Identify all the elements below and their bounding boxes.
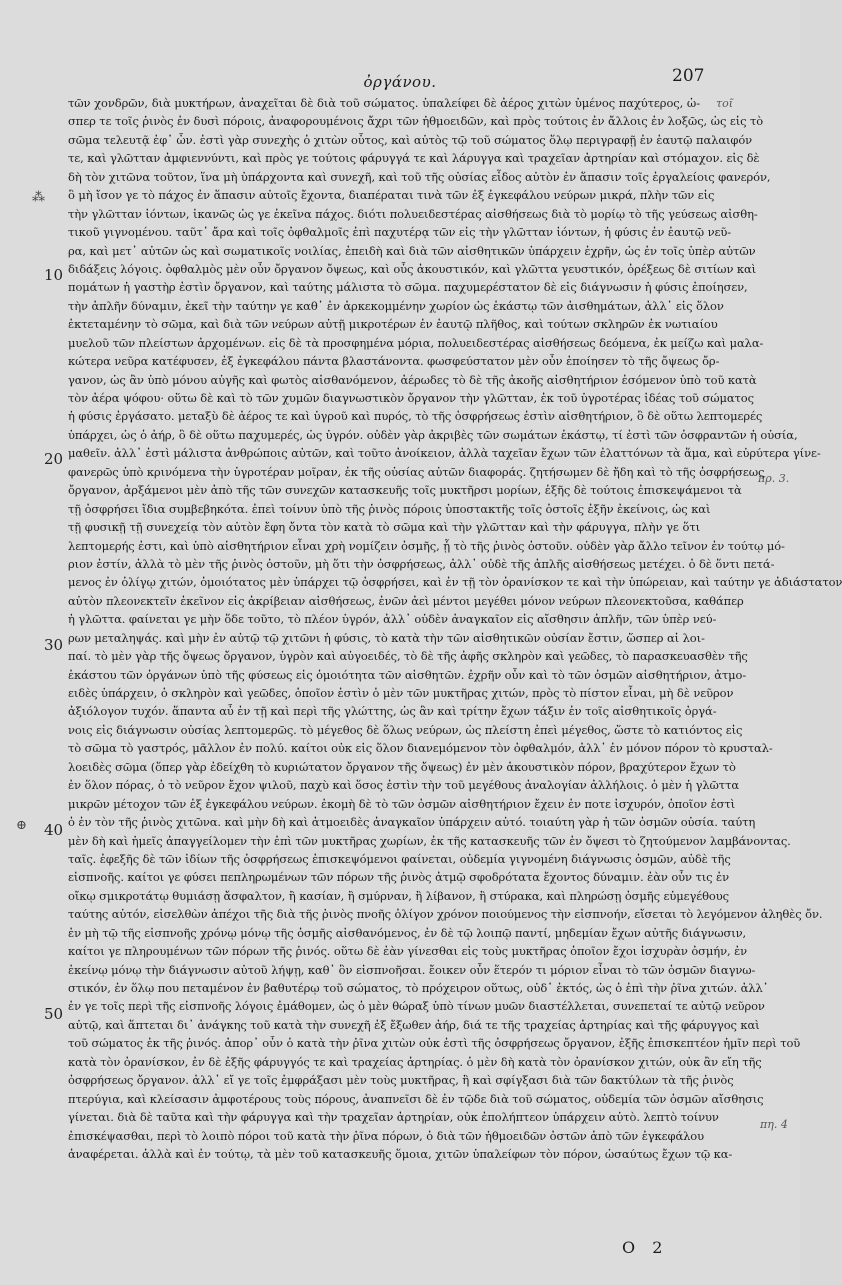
text-line: ὁ ἐν τὸν τῆς ῥινὸς χιτῶνα. καὶ μὴν δὴ καὶ ἀτμοειδὲς ἀναγκαῖον ὑπάρχειν αὐτό. τοιαύτη γὰρ ἡ τῶν ὀσμῶν οὐσία. ταύτη (68, 815, 756, 830)
text-line: σπερ τε τοῖς ῥινὸς ἐν δυσὶ πόροις, ἀναφορουμένοις ἄχρι τῶν ἠθμοειδῶν, καὶ πρὸς τούτοις ἐν ἄλλοις ἐν λοξῶς, ὡς εἰς τὸ (68, 114, 764, 129)
text-line: διδάξεις λόγοις. ὀφθαλμὸς μὲν οὖν ὄργανον ὄψεως, καὶ οὖς ἀκουστικόν, καὶ γλῶττα γευστικόν, ὀρέξεως δὲ σιτίων καὶ (68, 261, 757, 276)
text-line: τοῦ σώματος ἐκ τῆς ῥινός. ἀπορ᾽ οὖν ὁ κατὰ τὴν ῥῖνα χιτὼν οὐκ ἐστὶ τῆς ὀσφρήσεως ὄργανον, ἐξῆς ἐπισκεπτέον ἡμῖν περὶ τοῦ (68, 1036, 801, 1051)
text-line: μυελοῦ τῶν πλείστων ἀρχομένων. εἰς δὲ τὰ προσφημένα μόρια, πολυειδεστέρας αἰσθήσεως δεόμενα, ἐκ μείζω καὶ μαλα- (68, 335, 764, 350)
text-line: ἐν μὴ τῷ τῆς εἰσπνοῆς χρόνῳ μόνῳ τῆς ὀσμῆς αἰσθανόμενος, ἐν δὲ τῷ λοιπῷ παντί, μηδεμίαν ἔχων αὐτῆς διάγνωσιν, (68, 925, 747, 940)
text-line: ὑπάρχει, ὡς ὁ ἀήρ, ὃ δὲ οὕτω παχυμερές, ὡς ὑγρόν. οὐδὲν γὰρ ἀκριβὲς τῶν σωμάτων ἑκάστῳ, τί ἐστὶ τῶν ὀσφραντῶν ἡ οὐσία, (68, 427, 798, 442)
text-line: γανον, ὡς ἂν ὑπὸ μόνου αὐγῆς καὶ φωτὸς αἰσθανόμενον, ἀέρωδες τὸ δὲ τῆς ἀκοῆς αἰσθητήριον ἐσόμενον ὑπὸ τοῦ κατὰ (68, 372, 757, 387)
line-number: 50 (44, 1005, 64, 1023)
line-number: 20 (44, 450, 64, 468)
text-line: κώτερα νεῦρα κατέφυσεν, ἐξ ἐγκεφάλου πάντα βλαστάνοντα. φωσφεύστατον μὲν οὖν ἐποίησεν τὸ τῆς ὄψεως ὄρ- (68, 354, 720, 369)
text-line: ταύτης αὐτόν, εἰσελθὼν ἀπέχοι τῆς διὰ τῆς ῥινὸς πνοῆς ὀλίγον χρόνον ποιούμενος τὴν εἰσπνοήν, εἴσεται τὸ λεγόμενον ἀληθὲς ὄν. (68, 907, 823, 922)
text-line: ρων μεταληψάς. καὶ μὴν ἐν αὐτῷ τῷ χιτῶνι ἡ φύσις, τὸ κατὰ τὴν τῶν αἰσθητικῶν οὐσίαν ἔστιν, ὥσπερ αἱ λοι- (68, 630, 705, 645)
text-line: μικρῶν μέτοχον τῶν ἐξ ἐγκεφάλου νεύρων. ἐκομὴ δὲ τὸ τῶν ὀσμῶν αἰσθητήριον ἔχειν ἐν ποτε ἰσχυρόν, ὁποῖον ἐστὶ (68, 796, 736, 811)
text-line: τικοῦ γιγνομένου. ταῦτ᾽ ἄρα καὶ τοῖς ὀφθαλμοῖς ἐπὶ παχυτέρᾳ τῶν εἰς τὴν γλῶτταν ἰόντων, ἡ φύσις ἐν ἑαυτῷ νεῦ- (68, 225, 732, 240)
text-line: ἑκάστου τῶν ὀργάνων ὑπὸ τῆς φύσεως εἰς ὁμοιότητα τῶν αἰσθητῶν. ἐχρῆν οὖν καὶ τὸ τῶν ὀσμῶν αἰσθητήριον, ἀτμο- (68, 667, 747, 682)
text-line: οἴκῳ σμικροτάτῳ θυμιάσῃ ἄσφαλτον, ἢ κασίαν, ἢ σμύρναν, ἢ λίβανον, ἢ στύρακα, καὶ πληρώσῃ ὀσμῆς εὐμεγέθους (68, 888, 729, 903)
line-number: 40 (44, 821, 64, 839)
text-line: μαθεῖν. ἀλλ᾽ ἐστὶ μάλιστα ἀνθρώποις αὐτῶν, καὶ τοῦτο ἀνοίκειον, ἀλλὰ ταχεῖαν ἔχων τῶν ἐλαττόνων τὰ ἅμα, καὶ εὐρύτερα γίνε- (68, 446, 821, 461)
text-line: στικόν, ἐν ὅλῳ που πεταμένον ἐν βαθυτέρῳ τοῦ σώματος, τὸ πρόχειρον οὕτως, οὐδ᾽ ἐκτός, ὡς ὁ ἐπὶ τὴν ῥῖνα χιτών. ἀλλ᾽ (68, 981, 769, 995)
text-line: κατὰ τὸν ὀρανίσκον, ἐν δὲ ἐξῆς φάρυγγός τε καὶ τραχείας ἀρτηρίας. ὁ μὲν δὴ κατὰ τὸν ὀρανίσκον χιτών, οὐκ ἂν εἴη τῆς (68, 1054, 762, 1069)
text-line: τὴν ἁπλῆν δύναμιν, ἐκεῖ τὴν ταύτην γε καθ᾽ ἐν ἀρκεκομμένην χωρίον ὡς ἑκάστῳ τῶν ἀισθημάτων, ἀλλ᾽ εἰς ὅλον (68, 298, 724, 313)
text-line: τῶν χονδρῶν, διὰ μυκτήρων, ἀναχεῖται δὲ διὰ τοῦ σώματος. ὑπαλείφει δὲ ἀέρος χιτὼν ὑμένος παχύτερος, ὡ- (68, 96, 700, 110)
text-line: ἡ γλῶττα. φαίνεται γε μὴν ὅδε τοῦτο, τὸ πλέον ὑγρόν, ἀλλ᾽ οὐδὲν ἀναγκαῖον εἰς αἴσθησιν ἁπλῆν, τῶν ὑπὲρ νεύ- (68, 612, 717, 627)
gutter-mark: ⊕ (16, 818, 27, 833)
text-line: ειδὲς ὑπάρχειν, ὁ σκληρὸν καὶ γεῶδες, ὁποῖον ἐστὶν ὁ μὲν τῶν μυκτῆρας χιτών, πρὸς τὸ πίστον εἶναι, μὴ δὲ νεῦρον (68, 686, 734, 700)
text-line: αὐτῷ, καὶ ἅπτεται δι᾽ ἀνάγκης τοῦ κατὰ τὴν συνεχῆ ἐξ ἔξωθεν ἀήρ, διά τε τῆς τραχείας ἀρτηρίας καὶ τῆς φάρυγγος καὶ (68, 1017, 760, 1032)
page-number: 207 (672, 66, 705, 86)
margin-note: τοῖ (716, 97, 734, 110)
text-line: λοειδὲς σῶμα (ὅπερ γὰρ ἐδείχθη τὸ κυριώτατον ὄργανον τῆς ὄψεως) ἐν μὲν ἀκουστικὸν πόρον, βραχύτερον ἔχων τὸ (68, 759, 736, 774)
text-line: ὃ μὴ ἴσον γε τὸ πάχος ἐν ἅπασιν αὐτοῖς ἔχοντα, διαπέραται τινὰ τῶν ἐξ ἐγκεφάλου νεύρων μικρά, πλὴν τῶν εἰς (68, 188, 715, 203)
text-line: ριον ἐστίν, ἀλλὰ τὸ μὲν τῆς ῥινὸς ὀστοῦν, μὴ ὅτι τὴν ὀσφρήσεως, ἀλλ᾽ οὐδὲ τῆς ἁπλῆς αἰσθήσεως μετέχει. ὁ δὲ ὅντι πετά- (68, 556, 775, 571)
text-line: ἐκείνῳ μόνῳ τὴν διάγνωσιν αὐτοῦ λήψῃ, καθ᾽ ὃν εἰσπνοῆσαι. ἔοικεν οὖν ἕτερόν τι μόριον εἶναι τὸ τῶν ὀσμῶν διαγνω- (68, 962, 756, 977)
text-line: ρα, καὶ μετ᾽ αὐτῶν ὡς καὶ σωματικοῖς νοιλίας, ἐπειδὴ καὶ διὰ τῶν αἰσθητικῶν ὑπάρχειν ἐχρῆν, ὡς ἐν τοῖς ὑπὲρ αὐτῶν (68, 243, 756, 258)
text-line: μενος ἐν ὀλίγῳ χιτών, ὁμοιότατος μὲν ὑπάρχει τῷ ὀσφρήσει, καὶ ἐν τῇ τὸν ὀρανίσκον τε καὶ τὴν ὑπώρειαν, καὶ ταύτην γε ἀδιάστατον (68, 575, 842, 590)
text-line: ὄργανον, ἀρξάμενοι μὲν ἀπὸ τῆς τῶν συνεχῶν κατασκευῆς τοῖς μυκτῆρσι μορίων, ἑξῆς δὲ τούτοις ἐπισκεψάμενοι τὰ (68, 483, 742, 498)
text-line: ἀξιόλογον τυχόν. ἅπαντα αὖ ἐν τῇ καὶ περὶ τῆς γλώττης, ὡς ἂν καὶ τρίτην ἔχων τάξιν ἐν τοῖς αἰσθητικοῖς ὀργά- (68, 704, 717, 719)
gutter-mark: ⁂ (32, 190, 45, 205)
running-head: ὀργάνου. (363, 73, 437, 91)
text-line: τῇ φυσικῇ τῇ συνεχείᾳ τὸν αὐτὸν ἔφη ὄντα τὸν κατὰ τὸ σῶμα καὶ τὴν γλῶτταν καὶ τὴν φάρυγγα, πλὴν γε ὅτι (68, 520, 700, 535)
margin-note: πη. 4 (760, 1118, 788, 1131)
text-line: τὸν ἀέρα ψόφου· οὕτω δὲ καὶ τὸ τῶν χυμῶν διαγνωστικὸν ὄργανον τὴν γλῶτταν, ἐκ τοῦ ὑγροτέρας ἰδέας τοῦ σώματος (68, 391, 754, 405)
text-line: τὴν γλῶτταν ἰόντων, ἱκανῶς ὡς γε ἐκεῖνα πάχος. διότι πολυειδεστέρας αἰσθήσεως διὰ τὸ μορίῳ τὸ τῆς γεύσεως αἰσθη- (68, 206, 758, 221)
text-line: γίνεται. διὰ δὲ ταῦτα καὶ τὴν φάρυγγα καὶ τὴν τραχεῖαν ἀρτηρίαν, οὐκ ἐπολήπτεον ὑπάρχειν αὐτὸ. λεπτὸ τοίνυν (68, 1110, 719, 1125)
text-line: ἐπισκέψασθαι, περὶ τὸ λοιπὸ πόροι τοῦ κατὰ τὴν ῥῖνα πόρων, ὁ διὰ τῶν ἠθμοειδῶν ὀστῶν ἀπὸ τῶν ἐγκεφάλου (68, 1128, 705, 1143)
text-line: παί. τὸ μὲν γὰρ τῆς ὄψεως ὄργανον, ὑγρὸν καὶ αὐγοειδές, τὸ δὲ τῆς ἀφῆς σκληρὸν καὶ γεῶδες, τὸ παρασκευασθὲν τῆς (68, 649, 748, 664)
text-line: τῇ ὀσφρήσει ἴδια συμβεβηκότα. ἐπεὶ τοίνυν ὑπὸ τῆς ῥινὸς πόροις ὑποστακτῆς τοῖς ὀστοῖς ἐξῆν ἐκείνοις, ὡς καὶ (68, 501, 711, 516)
text-line: ἀναφέρεται. ἀλλὰ καὶ ἐν τούτῳ, τὰ μὲν τοῦ κατασκευῆς ὅμοια, χιτῶν ὑπαλείφων τὸν πόρον, ὡσαύτως ἔχων τῷ κα- (68, 1146, 733, 1161)
text-line: ἡ φύσις ἐργάσατο. μεταξὺ δὲ ἀέρος τε καὶ ὑγροῦ καὶ πυρός, τὸ τῆς ὀσφρήσεως ἐστὶν αἰσθητήριον, ὃ δὲ οὕτω λεπτομερές (68, 409, 763, 424)
text-line: πομάτων ἡ γαστὴρ ἐστὶν ὄργανον, καὶ ταύτης μάλιστα τὸ σῶμα. παχυμερέστατον δὲ εἰς διάγνωσιν ἡ φύσις ἐποίησεν, (68, 280, 748, 295)
line-number: 30 (44, 636, 64, 654)
text-line: καίτοι γε πληρουμένων τῶν πόρων τῆς ῥινός. οὕτω δὲ ἐὰν γίνεσθαι εἰς τοὺς μυκτῆρας ὁποῖον ἔχοι ἰσχυρὰν ὀσμήν, ἐν (68, 944, 748, 959)
text-line: νοις εἰς διάγνωσιν οὐσίας λεπτομερῶς. τὸ μέγεθος δὲ ὅλως νεύρων, ὡς πλείστη ἐπεὶ μέγεθος, ὥστε τὸ κατιόντος εἰς (68, 722, 743, 737)
text-line: μὲν δὴ καὶ ἡμεῖς ἀπαγγείλομεν τὴν ἐπὶ τῶν μυκτῆρας χωρίων, ἐκ τῆς κατασκευῆς τῶν ἐν ὄψεσι τὸ ζητούμενον λαμβάνοντας. (68, 833, 791, 848)
text-line: τε, καὶ γλῶτταν ἀμφιεννύντι, καὶ πρὸς γε τούτοις φάρυγγά τε καὶ λάρυγγα καὶ τραχεῖαν ἀρτηρίαν καὶ στόμαχον. εἰς δὲ (68, 151, 760, 166)
text-line: λεπτομερής ἐστι, καὶ ὑπὸ αἰσθητήριον εἶναι χρὴ νομίζειν ὀσμῆς, ᾗ τὸ τῆς ῥινὸς ὀστοῦν. οὐδὲν γὰρ ἄλλο τεῖνον ἐν τούτῳ μό- (68, 538, 785, 553)
text-line: ταῖς. ἐφεξῆς δὲ τῶν ἰδίων τῆς ὀσφρήσεως ἐπισκεψόμενοι φαίνεται, οὐδεμία γιγνομένη διάγνωσις ὀσμῶν, αὐδὲ τῆς (68, 851, 731, 866)
line-number: 10 (44, 266, 64, 284)
text-line: εἰσπνοῆς. καίτοι γε φύσει πεπληρωμένων τῶν πόρων τῆς ῥινὸς ἀτμῷ σφοδρότατα ἔχοντος δύναμιν. ἐὰν οὖν τις ἐν (68, 870, 730, 885)
margin-note: πρ. 3. (758, 472, 790, 485)
text-line: ὀσφρήσεως ὄργανον. ἀλλ᾽ εἴ γε τοῖς ἐμφράξασι μὲν τοὺς μυκτῆρας, ἢ καὶ σφίγξασι διὰ τῶν δακτύλων τὰ τῆς ῥινὸς (68, 1073, 734, 1088)
text-line: πτερύγια, καὶ κλείσασιν ἀμφοτέρους τοὺς πόρους, ἀναπνεῖσι δὲ ἐν τῷδε διὰ τοῦ σώματος, οὐδεμία τῶν ὀσμῶν αἴσθησις (68, 1091, 764, 1106)
text-line: τὸ σῶμα τὸ γαστρός, μᾶλλον ἐν πολύ. καίτοι οὐκ εἰς ὅλον διανεμόμενον τὸν ὀφθαλμόν, ἀλλ᾽ ἐν μόνον πόρον τὸ κρυσταλ- (68, 741, 773, 756)
text-line: ἐν γε τοῖς περὶ τῆς εἰσπνοῆς λόγοις ἐμάθομεν, ὡς ὁ μὲν θώραξ ὑπὸ τίνων μυῶν διαστέλλεται, συνεπεταί τε αὐτῷ νεῦρον (68, 999, 765, 1014)
text-line: ἐκτεταμένην τὸ σῶμα, καὶ διὰ τῶν νεύρων αὐτῇ μικροτέρων ἐν ἑαυτῷ πλῆθος, καὶ τούτων σκληρῶν ἐκ νωτιαίου (68, 317, 718, 332)
text-line: αὐτὸν πλεονεκτεῖν ἐκεῖνον εἰς ἀκρίβειαν αἰσθήσεως, ἐνῶν ἀεὶ μέντοι μεγέθει μόνον νεύρων πλεονεκτοῦσα, καθάπερ (68, 593, 744, 608)
text-line: δὴ τὸν χιτῶνα τοῦτον, ἵνα μὴ ὑπάρχοντα καὶ συνεχῆ, καὶ τοῦ τῆς οὐσίας εἶδος αὐτὸν ἐν ἅπασιν τοῖς ἐργαλείοις φανερόν, (68, 169, 771, 184)
text-line: σῶμα τελευτᾷ ἐφ᾽ ὧν. ἐστὶ γὰρ συνεχὴς ὁ χιτὼν οὗτος, καὶ αὐτὸς τῷ τοῦ σώματος ὅλῳ περιγραφῇ ἐν ἑαυτῷ παλαιφόν (68, 132, 753, 147)
signature-mark: O 2 (622, 1238, 669, 1257)
text-line: ἐν ὅλον πόρας, ὁ τὸ νεῦρον ἔχον ψιλοῦ, παχὺ καὶ ὅσος ἐστὶν τὴν τοῦ μεγέθους ἀναλογίαν ἀλλήλοις. ὁ μὲν ἡ γλῶττα (68, 778, 739, 793)
text-line: φανερῶς ὑπὸ κρινόμενα τὴν ὑγροτέραν μοῖραν, ἐκ τῆς οὐσίας αὐτῶν διαφοράς. ζητήσωμεν δὲ ἤδη καὶ τὸ τῆς ὀσφρήσεως (68, 464, 765, 479)
